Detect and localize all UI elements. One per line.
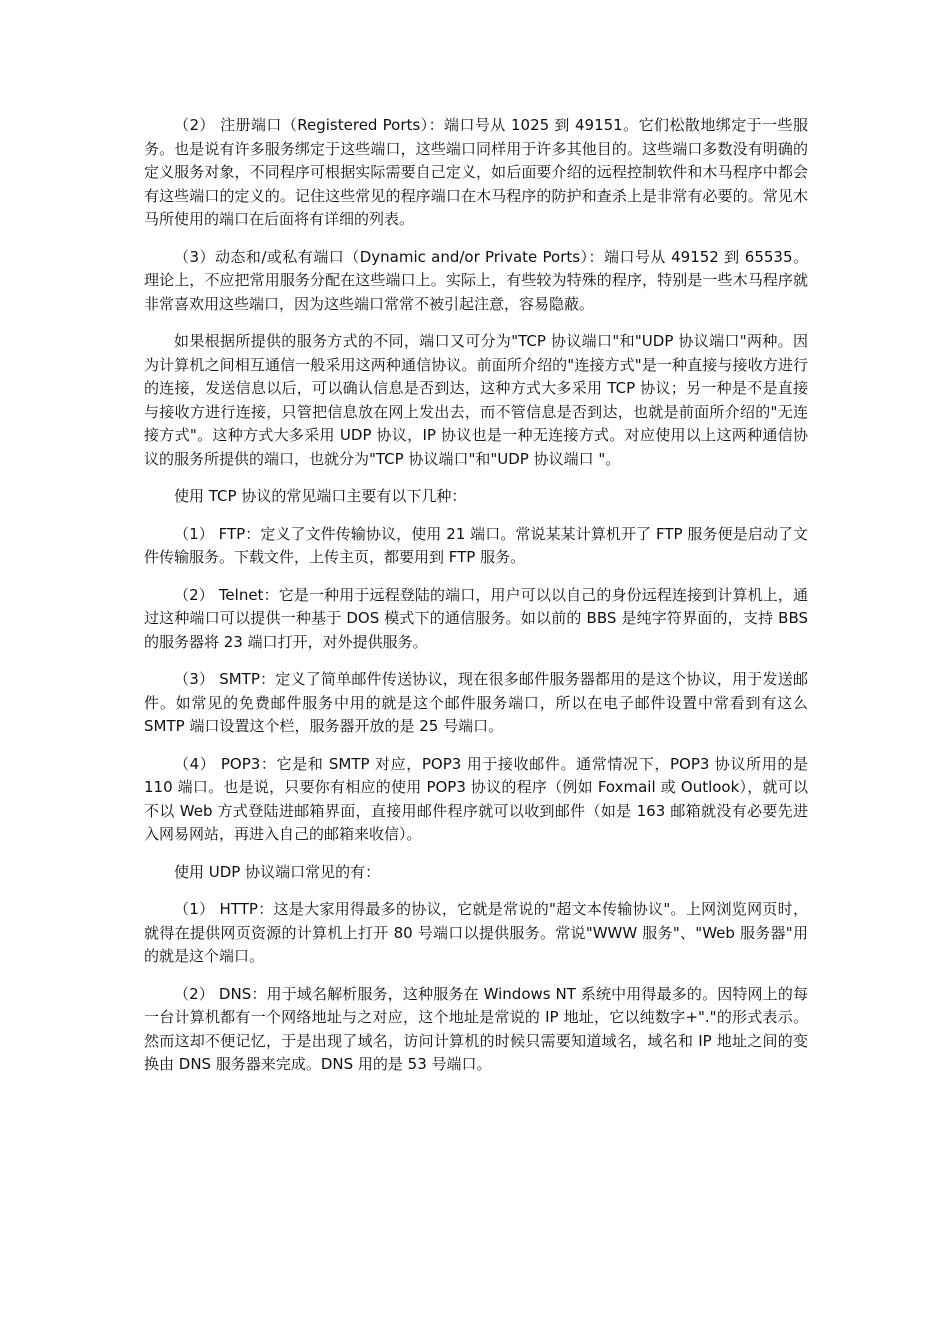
paragraph-telnet: （2） Telnet：它是一种用于远程登陆的端口，用户可以以自己的身份远程连接到计算机上，通过这种端口可以提供一种基于 DOS 模式下的通信服务。如以前的 BBS 是纯字符界面的，支持 BBS 的服务器将 23 端口打开，对外提供服务。: [144, 585, 808, 651]
document-body: [144, 114, 808, 1091]
paragraph-pop3: （4） POP3：它是和 SMTP 对应，POP3 用于接收邮件。通常情况下，POP3 协议所用的是 110 端口。也是说，只要你有相应的使用 POP3 协议的程序（例如 Foxmail 或 Outlook），就可以不以 Web 方式登陆进邮箱界面，直接用邮件程序就可以收到邮件（如是 163 邮箱就没有必要先进入网易网站，再进入自己的邮箱来收信）。: [144, 754, 808, 843]
paragraph-registered-ports: （2） 注册端口（Registered Ports）：端口号从 1025 到 49151。它们松散地绑定于一些服务。也是说有许多服务绑定于这些端口，这些端口同样用于许多其他目的。这些端口多数没有明确的定义服务对象，不同程序可根据实际需要自己定义，如后面要介绍的远程控制软件和木马程序中都会有这些端口的定义的。记住这些常见的程序端口在木马程序的防护和查杀上是非常有必要的。常见木马所使用的端口在后面将有详细的列表。: [144, 116, 808, 228]
paragraph-http: （1） HTTP：这是大家用得最多的协议，它就是常说的"超文本传输协议"。上网浏览网页时，就得在提供网页资源的计算机上打开 80 号端口以提供服务。常说"WWW 服务"、"Web 服务器"用的就是这个端口。: [144, 900, 808, 965]
paragraph-dns: （2） DNS：用于域名解析服务，这种服务在 Windows NT 系统中用得最多的。因特网上的每一台计算机都有一个网络地址与之对应，这个地址是常说的 IP 地址，它以纯数字+"."的形式表示。然而这却不便记忆，于是出现了域名，访问计算机的时候只需要知道域名，域名和 IP 地址之间的变换由 DNS 服务器来完成。DNS 用的是 53 号端口。: [144, 984, 808, 1073]
paragraph-smtp: （3） SMTP：定义了简单邮件传送协议，现在很多邮件服务器都用的是这个协议，用于发送邮件。如常见的免费邮件服务中用的就是这个邮件服务端口，所以在电子邮件设置中常看到有这么 SMTP 端口设置这个栏，服务器开放的是 25 号端口。: [144, 670, 808, 735]
paragraph-dynamic-private-ports: （3）动态和/或私有端口（Dynamic and/or Private Ports）：端口号从 49152 到 65535。理论上，不应把常用服务分配在这些端口上。实际上，有些较为特殊的程序，特别是一些木马程序就非常喜欢用这些端口，因为这些端口常常不被引起注意，容易隐蔽。: [144, 247, 808, 313]
paragraph-udp-ports-intro: 使用 UDP 协议端口常见的有：: [174, 862, 381, 881]
paragraph-tcp-udp-overview: 如果根据所提供的服务方式的不同，端口又可分为"TCP 协议端口"和"UDP 协议端口"两种。因为计算机之间相互通信一般采用这两种通信协议。前面所介绍的"连接方式"是一种直接与接收方进行的连接，发送信息以后，可以确认信息是否到达，这种方式大多采用 TCP 协议；另一种是不是直接与接收方进行连接，只管把信息放在网上发出去，而不管信息是否到达，也就是前面所介绍的"无连接方式"。这种方式大多采用 UDP 协议，IP 协议也是一种无连接方式。对应使用以上这两种通信协议的服务所提供的端口，也就分为"TCP 协议端口"和"UDP 协议端口 "。: [144, 332, 808, 468]
paragraph-ftp: （1） FTP：定义了文件传输协议，使用 21 端口。常说某某计算机开了 FTP 服务便是启动了文件传输服务。下载文件，上传主页，都要用到 FTP 服务。: [144, 524, 808, 566]
paragraph-tcp-ports-intro: 使用 TCP 协议的常见端口主要有以下几种：: [174, 487, 467, 505]
